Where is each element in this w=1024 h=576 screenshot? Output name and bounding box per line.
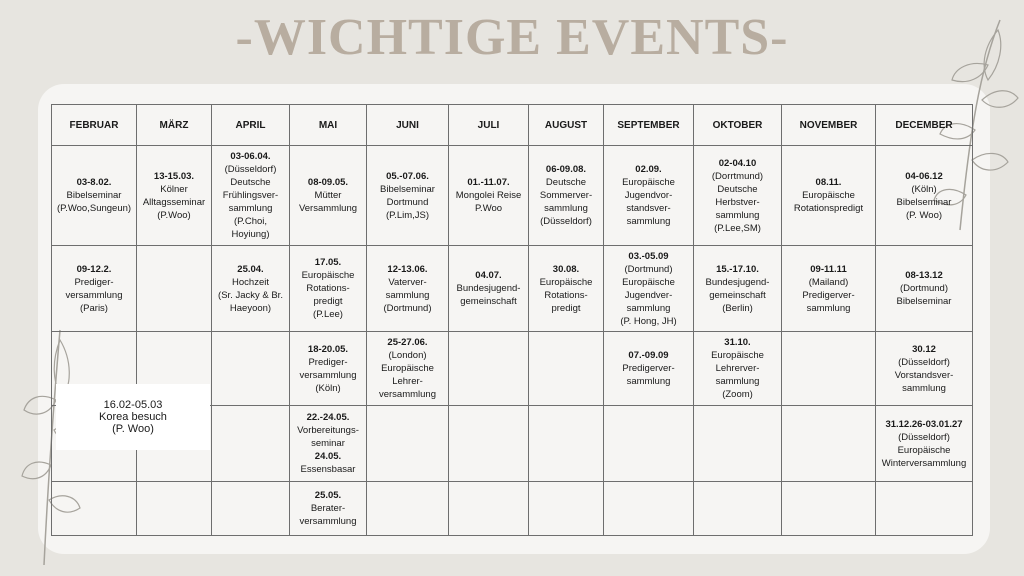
event-cell <box>367 146 449 246</box>
event-text: Europäische Rotationspredigt <box>793 190 864 214</box>
month-header: JULI <box>449 105 529 146</box>
event-cell <box>137 246 212 332</box>
event-cell <box>876 482 973 536</box>
event-cell <box>137 482 212 536</box>
event-date: 06-09.08. <box>545 164 587 175</box>
event-cell <box>694 146 782 246</box>
event-text: (Dortmund) Europäische Jugendver- sammlung (P. Hong, JH) <box>620 263 677 327</box>
month-header: MAI <box>290 105 367 146</box>
event-date: 25.04. <box>237 263 264 275</box>
event-cell <box>367 332 449 406</box>
korea-visit-title: Korea besuch <box>99 411 167 423</box>
event-cell <box>782 146 876 246</box>
event-text: Europäische Lehrerver- sammlung (Zoom) <box>711 350 764 400</box>
month-header: FEBRUAR <box>52 105 137 146</box>
event-text: Vorbereitungs- seminar <box>297 425 359 449</box>
event-text: (London) Europäische Lehrer- versammlung <box>378 350 437 400</box>
event-cell <box>782 246 876 332</box>
event-cell <box>52 482 137 536</box>
event-text: (Düsseldorf) Vorstandsver- sammlung <box>894 356 954 394</box>
event-cell <box>694 406 782 482</box>
event-text: Hochzeit (Sr. Jacky & Br. Haeyoon) <box>218 276 283 314</box>
event-cell <box>212 146 290 246</box>
event-cell <box>604 246 694 332</box>
event-cell <box>212 332 290 406</box>
event-cell <box>367 246 449 332</box>
event-cell <box>449 406 529 482</box>
month-header: JUNI <box>367 105 449 146</box>
event-text: Kölner Alltagsseminar (P.Woo) <box>142 183 206 221</box>
event-cell <box>290 406 367 482</box>
korea-visit-box <box>56 384 210 450</box>
event-cell <box>52 146 137 246</box>
event-date: 08.11. <box>815 177 842 188</box>
event-cell <box>782 332 876 406</box>
event-text: Mütter Versammlung <box>298 190 358 214</box>
event-date: 08-09.05. <box>307 177 349 188</box>
event-date: 18-20.05. <box>307 343 349 355</box>
event-text: Bibelseminar (P.Woo,Sungeun) <box>56 190 132 214</box>
event-cell <box>449 332 529 406</box>
event-date: 09-11.11 <box>810 263 847 275</box>
event-cell <box>529 146 604 246</box>
month-header: DECEMBER <box>876 105 973 146</box>
korea-visit-person: (P. Woo) <box>112 423 154 435</box>
month-header: APRIL <box>212 105 290 146</box>
event-date: 03-06.04. <box>230 151 271 162</box>
event-text: Bibelseminar Dortmund (P.Lim,JS) <box>380 183 435 221</box>
event-cell <box>449 482 529 536</box>
event-cell <box>212 246 290 332</box>
event-cell <box>449 246 529 332</box>
event-cell <box>876 406 973 482</box>
event-cell <box>694 332 782 406</box>
month-header: MÄRZ <box>137 105 212 146</box>
event-date: 03-8.02. <box>76 177 112 188</box>
event-cell <box>604 332 694 406</box>
event-cell <box>529 332 604 406</box>
event-text: Prediger- versammlung (Köln) <box>299 356 357 394</box>
event-date: 02-04.10 <box>718 157 757 169</box>
event-text: (Dortmund) Bibelseminar <box>896 283 952 307</box>
event-cell <box>449 146 529 246</box>
event-date: 13-15.03. <box>153 170 195 182</box>
event-cell <box>529 406 604 482</box>
event-date: 22.-24.05. <box>306 412 350 423</box>
event-cell <box>782 406 876 482</box>
event-date: 25-27.06. <box>387 337 428 348</box>
event-text: Essensbasar <box>300 464 356 475</box>
event-cell <box>876 246 973 332</box>
event-date: 30.12 <box>912 343 936 355</box>
event-cell <box>367 482 449 536</box>
event-text: Bundesjugend- gemeinschaft <box>456 283 521 307</box>
event-cell <box>212 482 290 536</box>
event-cell <box>367 406 449 482</box>
event-text: Mongolei Reise P.Woo <box>455 190 522 214</box>
event-cell <box>212 406 290 482</box>
event-cell <box>604 482 694 536</box>
month-header: OKTOBER <box>694 105 782 146</box>
event-cell <box>290 482 367 536</box>
korea-visit-date: 16.02-05.03 <box>103 399 163 411</box>
event-text: (Dorrtmund) Deutsche Herbstver- sammlung (P.Lee,SM) <box>711 170 764 234</box>
event-cell <box>604 146 694 246</box>
event-text: Predigerver- sammlung <box>622 363 675 387</box>
event-cell <box>290 246 367 332</box>
event-cell <box>604 406 694 482</box>
month-header: SEPTEMBER <box>604 105 694 146</box>
event-cell <box>529 246 604 332</box>
event-text: (Düsseldorf) Deutsche Frühlingsver- sammlung (P.Choi, Hoyiung) <box>222 164 279 240</box>
event-date: 02.09. <box>635 164 662 175</box>
event-text: Vaterver- sammlung (Dortmund) <box>383 276 432 314</box>
event-date: 04-06.12 <box>905 170 943 182</box>
events-calendar-table <box>51 104 973 536</box>
event-date: 25.05. <box>314 490 342 501</box>
event-text: Prediger- versammlung (Paris) <box>65 276 123 314</box>
event-text: Berater- versammlung <box>299 503 357 527</box>
event-date: 04.07. <box>475 270 502 281</box>
event-cell <box>694 246 782 332</box>
event-text: Deutsche Sommerver- sammlung (Düsseldorf) <box>539 177 593 227</box>
month-header: AUGUST <box>529 105 604 146</box>
event-text: Europäische Rotations- predigt <box>539 276 593 314</box>
event-cell <box>137 146 212 246</box>
event-date: 31.10. <box>724 337 751 348</box>
event-date: 01.-11.07. <box>467 177 510 188</box>
month-header-row <box>52 105 973 146</box>
event-date: 17.05. <box>314 257 342 268</box>
event-date: 15.-17.10. <box>716 263 759 275</box>
event-date: 03.-05.09 <box>628 250 669 262</box>
event-cell <box>290 146 367 246</box>
event-cell <box>529 482 604 536</box>
event-cell <box>290 332 367 406</box>
event-cell <box>782 482 876 536</box>
event-date: 09-12.2. <box>76 263 112 275</box>
event-date: 30.08. <box>552 263 580 275</box>
event-text: Europäische Jugendvor- standsver- sammlung <box>622 177 675 227</box>
month-header: NOVEMBER <box>782 105 876 146</box>
event-text: Bundesjugend- gemeinschaft (Berlin) <box>705 276 770 314</box>
event-date: 08-13.12 <box>905 270 943 281</box>
event-date: 24.05. <box>314 451 342 462</box>
event-row <box>52 146 973 246</box>
event-date: 12-13.06. <box>387 263 428 275</box>
event-date: 07.-09.09 <box>628 350 669 361</box>
event-row <box>52 482 973 536</box>
event-text: (Mailand) Predigerver- sammlung <box>802 276 855 314</box>
event-row <box>52 246 973 332</box>
event-cell <box>694 482 782 536</box>
event-text: Europäische Rotations- predigt (P.Lee) <box>301 270 355 320</box>
event-date: 31.12.26-03.01.27 <box>885 418 963 430</box>
event-cell <box>876 146 973 246</box>
event-text: (Köln) Bibelseminar (P. Woo) <box>896 183 952 221</box>
event-cell <box>52 246 137 332</box>
event-text: (Düsseldorf) Europäische Winterversammlung <box>881 431 967 469</box>
event-cell <box>876 332 973 406</box>
event-date: 05.-07.06. <box>386 170 429 182</box>
page-title: -WICHTIGE EVENTS- <box>235 9 789 66</box>
